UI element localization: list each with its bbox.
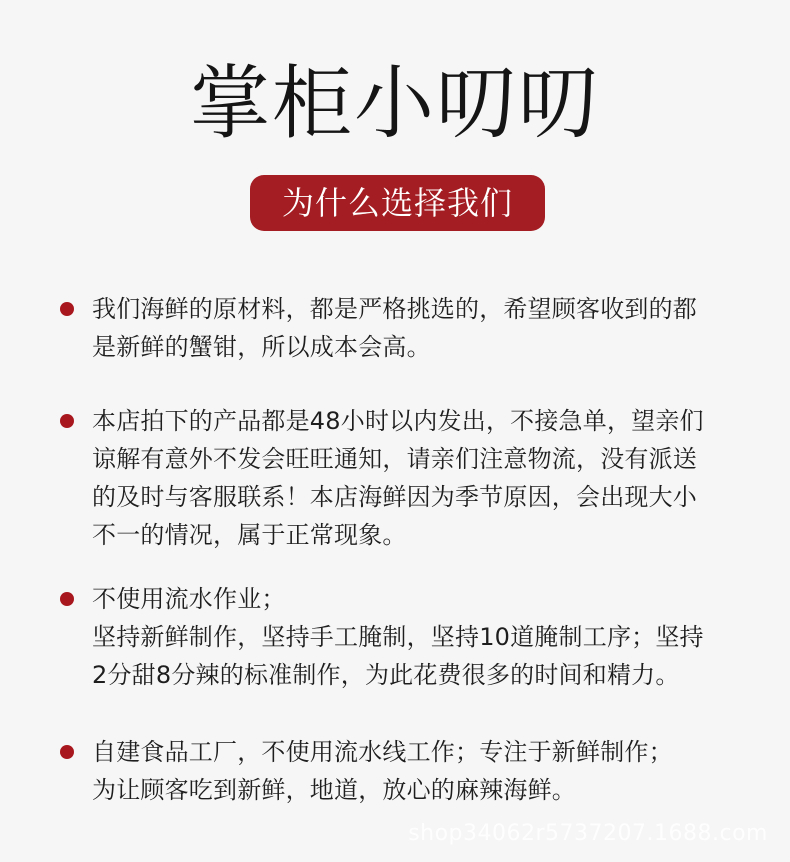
text-line: 不一的情况，属于正常现象。 xyxy=(92,521,407,549)
text-line: 不使用流水作业； xyxy=(92,585,286,613)
bullet-dot-icon xyxy=(60,592,74,606)
reason-text xyxy=(92,402,742,554)
section-badge: 为什么选择我们 xyxy=(250,175,545,231)
reason-text xyxy=(92,290,742,366)
text-line: 2分甜8分辣的标准制作，为此花费很多的时间和精力。 xyxy=(92,661,680,689)
text-line: 坚持新鲜制作，坚持手工腌制，坚持10道腌制工序；坚持 xyxy=(92,623,704,651)
shop-watermark: shop34062r5737207.1688.com xyxy=(408,821,768,846)
reason-text xyxy=(92,580,742,694)
text-line: 谅解有意外不发会旺旺通知，请亲们注意物流，没有派送 xyxy=(92,445,697,473)
text-line: 我们海鲜的原材料，都是严格挑选的，希望顾客收到的都 xyxy=(92,295,697,323)
bullet-dot-icon xyxy=(60,414,74,428)
text-line: 为让顾客吃到新鲜，地道，放心的麻辣海鲜。 xyxy=(92,776,576,804)
text-line: 本店拍下的产品都是48小时以内发出，不接急单，望亲们 xyxy=(92,407,704,435)
text-line: 自建食品工厂，不使用流水线工作；专注于新鲜制作； xyxy=(92,738,673,766)
reason-text xyxy=(92,733,742,809)
bullet-dot-icon xyxy=(60,745,74,759)
page-title: 掌柜小叨叨 xyxy=(190,57,600,150)
text-line: 的及时与客服联系！本店海鲜因为季节原因，会出现大小 xyxy=(92,483,697,511)
bullet-dot-icon xyxy=(60,302,74,316)
text-line: 是新鲜的蟹钳，所以成本会高。 xyxy=(92,333,431,361)
